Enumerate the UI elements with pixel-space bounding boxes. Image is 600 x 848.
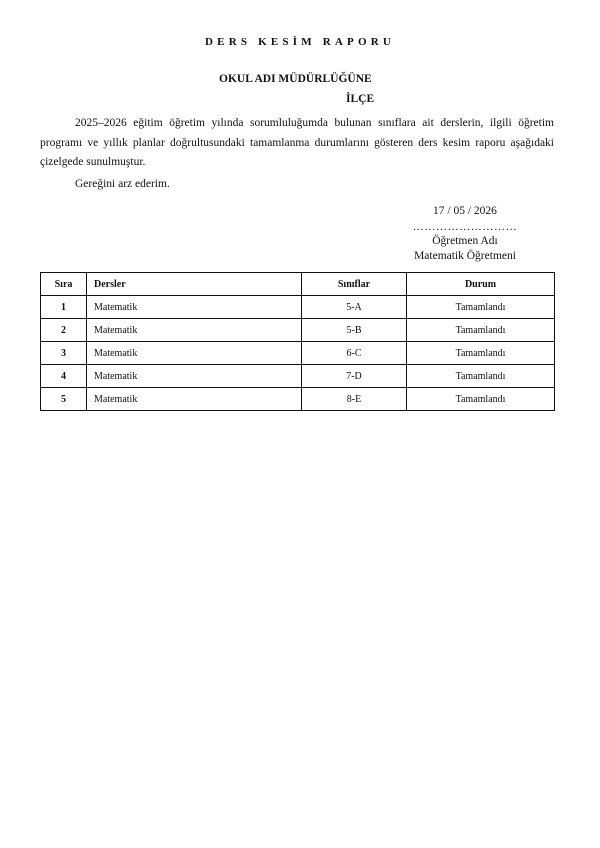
cell-sinif: 5-A bbox=[302, 296, 407, 319]
cell-durum: Tamamlandı bbox=[407, 342, 555, 365]
body-paragraph: 2025–2026 eğitim öğretim yılında sorumluluğumda bulunan sınıflara ait derslerin, ilgili öğretim programı ve yıllık planlar doğrultusundaki tamamlanma durumlarını gösteren ders kesim raporu aşağıdaki çizelgede sunulmuştur. bbox=[40, 117, 554, 168]
document-title: DERS KESİM RAPORU bbox=[205, 36, 395, 48]
cell-sinif: 6-C bbox=[302, 342, 407, 365]
cell-durum: Tamamlandı bbox=[407, 365, 555, 388]
recipient-line: OKUL ADI MÜDÜRLÜĞÜNE bbox=[219, 73, 372, 85]
cell-sira: 3 bbox=[41, 342, 87, 365]
table-row bbox=[41, 365, 555, 388]
cell-sinif: 5-B bbox=[302, 319, 407, 342]
cell-ders: Matematik bbox=[87, 296, 302, 319]
cell-ders: Matematik bbox=[87, 319, 302, 342]
cell-sira: 4 bbox=[41, 365, 87, 388]
header-sira: Sıra bbox=[41, 273, 87, 296]
teacher-name: Öğretmen Adı bbox=[432, 235, 498, 247]
table-row bbox=[41, 296, 555, 319]
teacher-role: Matematik Öğretmeni bbox=[414, 249, 516, 262]
cell-sira: 1 bbox=[41, 296, 87, 319]
cell-durum: Tamamlandı bbox=[407, 319, 555, 342]
signature-block bbox=[406, 204, 524, 263]
cell-durum: Tamamlandı bbox=[407, 296, 555, 319]
table-header-row bbox=[41, 273, 555, 296]
cell-sinif: 8-E bbox=[302, 388, 407, 411]
cell-sira: 5 bbox=[41, 388, 87, 411]
signature-dots: ……………………… bbox=[412, 220, 518, 233]
district-line: İLÇE bbox=[346, 93, 375, 105]
cell-ders: Matematik bbox=[87, 388, 302, 411]
cell-sira: 2 bbox=[41, 319, 87, 342]
cell-sinif: 7-D bbox=[302, 365, 407, 388]
table-row bbox=[41, 388, 555, 411]
table-row bbox=[41, 342, 555, 365]
header-ders: Dersler bbox=[87, 273, 302, 296]
header-durum: Durum bbox=[407, 273, 555, 296]
header-sinif: Sınıflar bbox=[302, 273, 407, 296]
cell-ders: Matematik bbox=[87, 365, 302, 388]
signature-date: 17 / 05 / 2026 bbox=[433, 205, 497, 217]
closing-line: Gereğini arz ederim. bbox=[75, 178, 170, 190]
table-row bbox=[41, 319, 555, 342]
course-completion-table bbox=[40, 272, 555, 411]
cell-ders: Matematik bbox=[87, 342, 302, 365]
cell-durum: Tamamlandı bbox=[407, 388, 555, 411]
